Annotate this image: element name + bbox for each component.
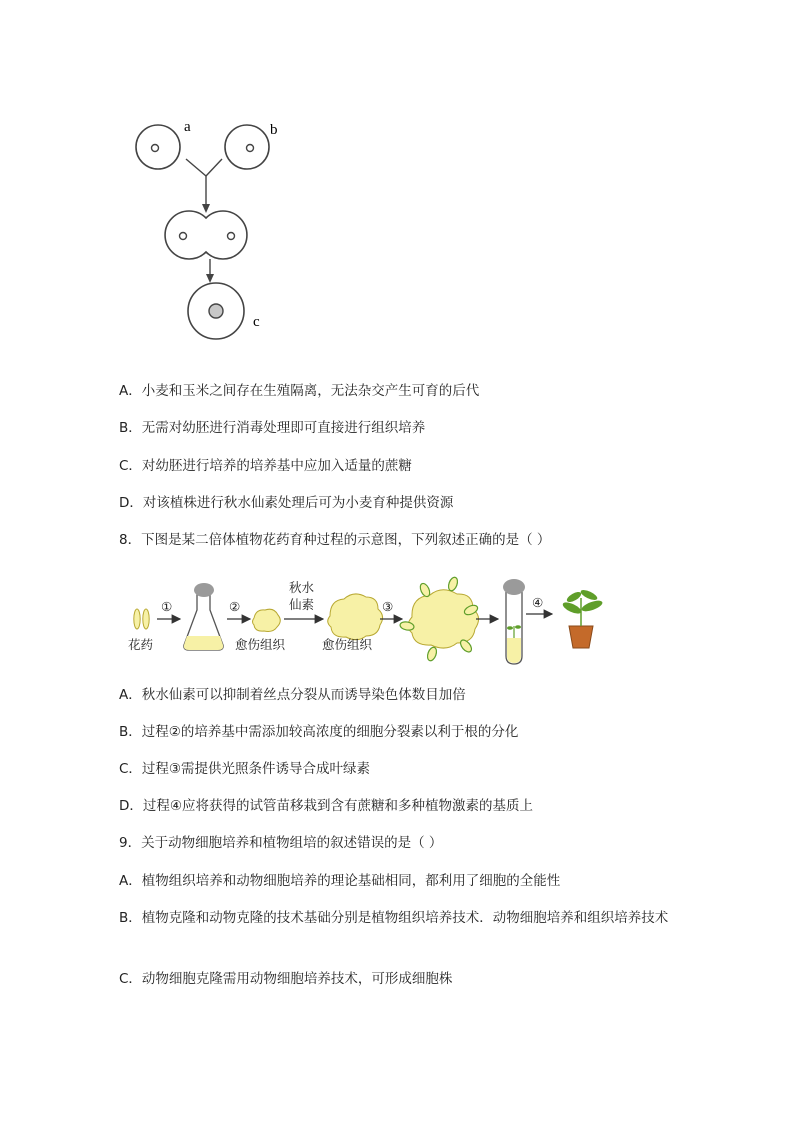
step-4-label: ④	[532, 595, 544, 610]
q9-option-a: A．植物组织培养和动物细胞培养的理论基础相同，都利用了细胞的全能性	[119, 873, 561, 889]
q7-option-d: D．对该植株进行秋水仙素处理后可为小麦育种提供资源	[119, 495, 454, 511]
q7-option-a: A．小麦和玉米之间存在生殖隔离，无法杂交产生可育的后代	[119, 383, 480, 399]
q8-stem: 8．下图是某二倍体植物花药育种过程的示意图，下列叙述正确的是（ ）	[119, 532, 551, 548]
label-b: b	[270, 122, 278, 138]
fusing-nucleus-right	[228, 233, 235, 240]
anther-culture-figure	[0, 570, 794, 680]
label-c: c	[253, 314, 260, 330]
q9-stem: 9．关于动物细胞培养和植物组培的叙述错误的是（ ）	[119, 835, 443, 851]
protoplast-b-nucleus	[247, 145, 254, 152]
anther-1	[134, 609, 140, 629]
q9-option-c: C．动物细胞克隆需用动物细胞培养技术，可形成细胞株	[119, 971, 453, 987]
anther-label: 花药	[128, 637, 154, 652]
small-callus	[253, 609, 281, 631]
plant-leaf-1	[561, 600, 583, 616]
q8-option-c: C．过程③需提供光照条件诱导合成叶绿素	[119, 761, 371, 777]
plant-leaf-4	[579, 588, 598, 602]
plant-leaf-2	[580, 598, 603, 613]
q7-option-c: C．对幼胚进行培养的培养基中应加入适量的蔗糖	[119, 458, 412, 474]
q9-option-b: B．植物克隆和动物克隆的技术基础分别是植物组织培养技术．动物细胞培养和组织培养技术	[119, 910, 669, 926]
step-2-label: ②	[229, 599, 241, 614]
fusing-nucleus-left	[180, 233, 187, 240]
callus-label-2: 愈伤组织	[322, 637, 373, 652]
callus-with-shoots	[408, 590, 479, 648]
tube-cotton-plug	[503, 579, 525, 595]
colchicine-label-line2: 仙素	[289, 597, 315, 612]
label-a: a	[184, 119, 191, 135]
plant-leaf-3	[565, 590, 582, 604]
callus-label-1: 愈伤组织	[235, 637, 286, 652]
flask-cotton-plug	[194, 583, 214, 597]
q8-option-b: B．过程②的培养基中需添加较高浓度的细胞分裂素以利于根的分化	[119, 724, 519, 740]
step-3-label: ③	[382, 599, 394, 614]
potted-plant-pot	[569, 626, 593, 648]
q8-option-a: A．秋水仙素可以抑制着丝点分裂从而诱导染色体数目加倍	[119, 687, 466, 703]
anther-2	[143, 609, 149, 629]
protoplast-a-nucleus	[152, 145, 159, 152]
step-1-label: ①	[161, 599, 173, 614]
q8-option-d: D．过程④应将获得的试管苗移栽到含有蔗糖和多种植物激素的基质上	[119, 798, 533, 814]
hybrid-nucleus	[209, 304, 223, 318]
large-callus	[328, 594, 383, 640]
q7-option-b: B．无需对幼胚进行消毒处理即可直接进行组织培养	[119, 420, 426, 436]
protoplast-fusion-figure	[0, 0, 794, 370]
colchicine-label-line1: 秋水	[289, 580, 315, 595]
